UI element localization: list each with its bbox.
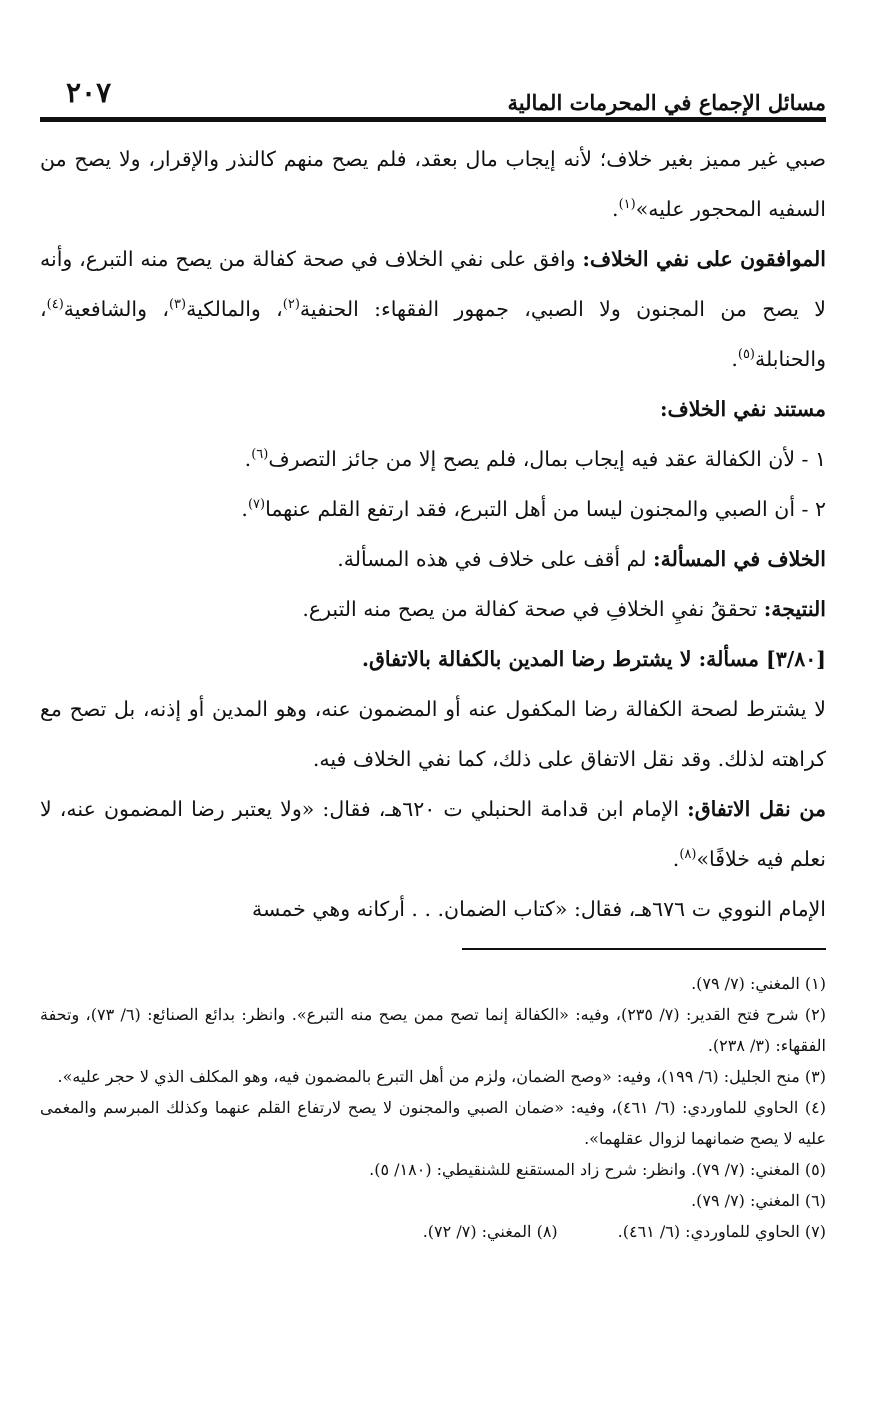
paragraph: ٢ - أن الصبي والمجنون ليسا من أهل التبرع، فقد ارتفع القلم عنهما$^{(٧)}$. <box>241 497 826 521</box>
footnote-ref: (٤) <box>46 297 64 313</box>
paragraph-lead: النتيجة: <box>763 597 826 621</box>
footnote: (٢) شرح فتح القدير: (٧/ ٢٣٥)، وفيه: «الكفالة إنما تصح ممن يصح منه التبرع». وانظر: بدائع الصنائع: (٦/ ٧٣)، وتحفة الفقهاء: (٣/ ٢٣٨). <box>40 1005 827 1055</box>
paragraph-text: الإمام ابن قدامة الحنبلي ت ٦٢٠هـ، فقال: «ولا يعتبر رضا المضمون عنه، لا نعلم فيه خلافًا» <box>40 797 826 871</box>
footnote-ref: (٢) <box>282 297 300 313</box>
paragraph-lead: من نقل الاتفاق: <box>687 797 827 821</box>
paragraph-text: ، والشافعية <box>63 297 169 321</box>
paragraph: من نقل الاتفاق: الإمام ابن قدامة الحنبلي ت ٦٢٠هـ، فقال: «ولا يعتبر رضا المضمون عنه، لا نعلم فيه خلافًا»$^{(٨)}$. <box>40 797 827 871</box>
footnote: (١) المغني: (٧/ ٧٩). <box>691 974 826 993</box>
footnote-ref: (٣) <box>168 297 187 313</box>
paragraph <box>40 584 826 634</box>
footnote-ref: (٨) <box>679 847 697 863</box>
footnote-separator-area <box>40 934 826 964</box>
footnote: (٤) الحاوي للماوردي: (٦/ ٤٦١)، وفيه: «ضمان الصبي والمجنون لا يصح لارتفاع القلم عنهما وكذلك المبرسم والمغمى عليه لا يصح ضمانهما لزوال عقلهما». <box>40 1098 826 1148</box>
paragraph-text: لم أقف على خلاف في هذه المسألة. <box>337 547 654 571</box>
footnote-ref: (٥) <box>737 347 755 363</box>
paragraph-text: وافق على نفي الخلاف في صحة كفالة من يصح منه التبرع، وأنه لا يصح من المجنون ولا الصبي، جمهور الفقهاء: الحنفية <box>40 247 826 321</box>
header-rule <box>40 117 826 122</box>
footnote-row <box>40 1216 826 1247</box>
book-page <box>40 68 826 1398</box>
paragraph <box>40 534 826 584</box>
footnote: (٨) المغني: (٧/ ٧٢). <box>422 1222 558 1241</box>
paragraph: ١ - لأن الكفالة عقد فيه إيجاب بمال، فلم يصح إلا من جائز التصرف$^{(٦)}$. <box>244 447 826 471</box>
footnote: (٥) المغني: (٧/ ٧٩). وانظر: شرح زاد المستقنع للشنقيطي: (١٨٠/ ٥). <box>369 1160 826 1179</box>
paragraph-text: صبي غير مميز بغير خلاف؛ لأنه إيجاب مال بعقد، فلم يصح منهم كالنذر والإقرار، ولا يصح من السفيه المحجور عليه» <box>40 147 826 221</box>
footnote: (٣) منح الجليل: (٦/ ١٩٩)، وفيه: «وصح الضمان، ولزم من أهل التبرع بالمضمون فيه، وهو المكلف الذي لا حجر عليه». <box>57 1067 826 1086</box>
paragraph-text: ١ - لأن الكفالة عقد فيه إيجاب بمال، فلم يصح إلا من جائز التصرف <box>268 447 826 471</box>
main-text <box>40 134 826 934</box>
paragraph-text: ، والحنابلة <box>40 297 826 371</box>
issue-heading: [٣/٨٠] مسألة: لا يشترط رضا المدين بالكفالة بالاتفاق. <box>361 647 826 671</box>
paragraph-lead: الخلاف في المسألة: <box>653 547 826 571</box>
paragraph: لا يشترط لصحة الكفالة رضا المكفول عنه أو المضمون عنه، وهو المدين أو إذنه، بل تصح مع كراهته لذلك. وقد نقل الاتفاق على ذلك، كما نفي الخلاف فيه. <box>40 697 826 771</box>
paragraph: الإمام النووي ت ٦٧٦هـ، فقال: «كتاب الضمان. . . أركانه وهي خمسة <box>251 897 826 921</box>
paragraph-text: . <box>731 347 738 371</box>
page-number: ٢٠٧ <box>66 76 112 109</box>
paragraph-lead: الموافقون على نفي الخلاف: <box>582 247 827 271</box>
paragraph: صبي غير مميز بغير خلاف؛ لأنه إيجاب مال بعقد، فلم يصح منهم كالنذر والإقرار، ولا يصح من السفيه المحجور عليه»$^{(١)}$. <box>40 147 826 221</box>
footnote-separator <box>462 948 826 950</box>
footnote: (٧) الحاوي للماوردي: (٦/ ٤٦١). <box>617 1222 826 1241</box>
paragraph-text: ٢ - أن الصبي والمجنون ليسا من أهل التبرع، فقد ارتفع القلم عنهما <box>265 497 826 521</box>
section-heading: مستند نفي الخلاف: <box>659 397 826 421</box>
footnote-ref: (١) <box>618 197 636 213</box>
paragraph-text: تحققُ نفيِ الخلافِ في صحة كفالة من يصح منه التبرع. <box>302 597 764 621</box>
paragraph-text: ، والمالكية <box>186 297 283 321</box>
paragraph <box>40 234 826 384</box>
footnotes <box>40 968 826 1247</box>
footnote: (٦) المغني: (٧/ ٧٩). <box>691 1191 826 1210</box>
running-title: مسائل الإجماع في المحرمات المالية <box>507 90 826 115</box>
page-header <box>40 68 826 122</box>
footnote-ref: (٦) <box>251 447 269 463</box>
footnote-ref: (٧) <box>247 497 266 513</box>
